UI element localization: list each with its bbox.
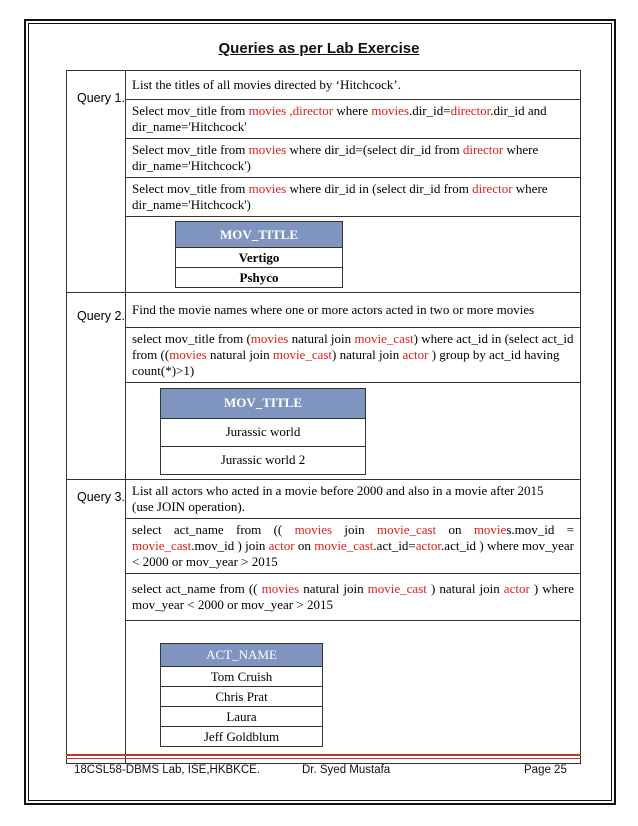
query-label: Query 1.: [67, 71, 126, 293]
queries-table: [66, 70, 581, 764]
table-row: [67, 480, 581, 519]
result-row: Laura: [161, 707, 323, 727]
table-row: [67, 328, 581, 383]
table-row: [67, 71, 581, 100]
result-row: Pshyco: [176, 268, 343, 288]
footer-rule: [66, 754, 581, 756]
result-row: Jurassic world: [161, 418, 366, 446]
footer-rule-thin: [66, 758, 581, 759]
query-label: Query 2.: [67, 293, 126, 480]
query-question: Find the movie names where one or more actors acted in two or more movies: [126, 293, 581, 328]
result-table: [160, 388, 366, 475]
result-table: [160, 643, 323, 747]
result-header: MOV_TITLE: [176, 222, 343, 248]
result-row: Chris Prat: [161, 687, 323, 707]
result-header: ACT_NAME: [161, 644, 323, 667]
result-cell: [126, 621, 581, 764]
result-row: Vertigo: [176, 248, 343, 268]
query-sql: select act_name from (( movies natural join movie_cast ) natural join actor ) where mov_year < 2000 or mov_year > 2015: [126, 574, 581, 621]
query-sql: Select mov_title from movies where dir_id in (select dir_id from director where dir_name='Hitchcock'): [126, 178, 581, 217]
query-sql: select mov_title from (movies natural join movie_cast) where act_id in (select act_id from ((movies natural join movie_cast) natural join actor ) group by act_id having count(*)>1): [126, 328, 581, 383]
query-question: List the titles of all movies directed by ‘Hitchcock’.: [126, 71, 581, 100]
footer-course: 18CSL58-DBMS Lab, ISE,HKBKCE.: [74, 764, 260, 776]
query-label: Query 3.: [67, 480, 126, 764]
table-row: [67, 519, 581, 574]
table-row: [67, 293, 581, 328]
query-question: List all actors who acted in a movie before 2000 and also in a movie after 2015 (use JOIN operation).: [126, 480, 581, 519]
result-cell: [126, 217, 581, 293]
query-sql: Select mov_title from movies where dir_id=(select dir_id from director where dir_name='Hitchcock'): [126, 139, 581, 178]
result-row: Jeff Goldblum: [161, 727, 323, 747]
result-row: Tom Cruish: [161, 667, 323, 687]
footer-page-number: Page 25: [524, 764, 567, 776]
query-sql: Select mov_title from movies ,director where movies.dir_id=director.dir_id and dir_name='Hitchcock': [126, 100, 581, 139]
table-row: [67, 217, 581, 293]
result-row: Jurassic world 2: [161, 446, 366, 474]
page-title: Queries as per Lab Exercise: [218, 40, 420, 57]
result-cell: [126, 383, 581, 480]
table-row: [67, 574, 581, 621]
result-header: MOV_TITLE: [161, 388, 366, 418]
table-row: [67, 139, 581, 178]
query-sql: select act_name from (( movies join movie_cast on movies.mov_id = movie_cast.mov_id ) join actor on movie_cast.act_id=actor.act_id ) where mov_year < 2000 or mov_year > 2015: [126, 519, 581, 574]
result-table: [175, 221, 343, 288]
table-row: [67, 621, 581, 764]
table-row: [67, 178, 581, 217]
table-row: [67, 383, 581, 480]
table-row: [67, 100, 581, 139]
footer-author: Dr. Syed Mustafa: [302, 764, 391, 776]
